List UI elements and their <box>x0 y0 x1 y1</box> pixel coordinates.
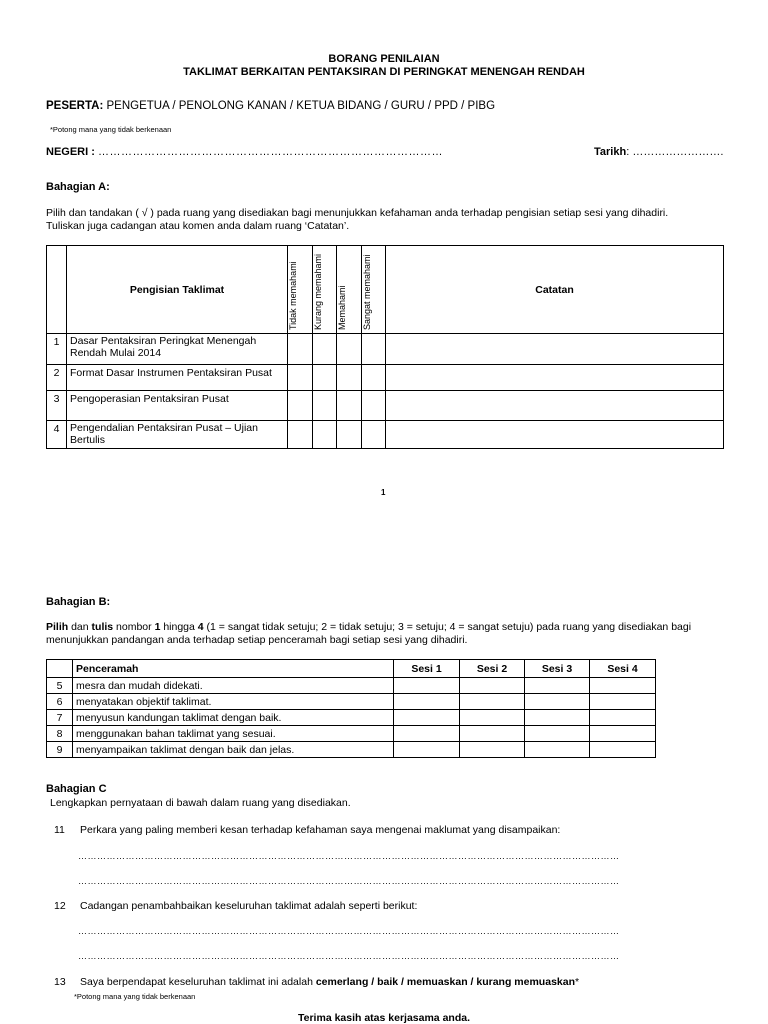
form-subtitle: TAKLIMAT BERKAITAN PENTAKSIRAN DI PERINGKAT MENENGAH RENDAH <box>183 66 585 78</box>
score-cell[interactable] <box>590 694 656 710</box>
score-cell[interactable] <box>394 694 460 710</box>
score-cell[interactable] <box>460 678 525 694</box>
question-11-text: Perkara yang paling memberi kesan terhadap kefahaman saya mengenai maklumat yang disampaikan: <box>80 824 561 836</box>
row-text: menyampaikan taklimat dengan baik dan jelas. <box>73 742 394 758</box>
tarikh-label: Tarikh <box>594 146 627 158</box>
catatan-cell[interactable] <box>386 421 724 449</box>
question-11-number: 11 <box>54 824 65 836</box>
checkbox-cell[interactable] <box>288 365 313 391</box>
answer-line-11b[interactable]: ……………………………………………………………………………………………………………………………………………………… <box>78 876 620 886</box>
header-memahami-cell <box>337 246 362 334</box>
peserta-note: *Potong mana yang tidak berkenaan <box>50 125 172 134</box>
q13-separator: / <box>398 976 407 988</box>
row-number: 1 <box>47 334 67 365</box>
header-sesi-3: Sesi 3 <box>525 660 590 678</box>
row-number: 3 <box>47 391 67 421</box>
header-catatan: Catatan <box>386 246 724 334</box>
table-row <box>47 710 656 726</box>
q13-asterisk: * <box>575 976 580 988</box>
table-row <box>47 365 724 391</box>
score-cell[interactable] <box>525 678 590 694</box>
score-cell[interactable] <box>525 726 590 742</box>
row-text: Pengendalian Pentaksiran Pusat – Ujian Bertulis <box>67 421 288 449</box>
table-row <box>47 678 656 694</box>
score-cell[interactable] <box>525 742 590 758</box>
negeri-line <box>46 146 443 158</box>
checkbox-cell[interactable] <box>362 334 386 365</box>
score-cell[interactable] <box>590 742 656 758</box>
score-cell[interactable] <box>590 678 656 694</box>
checkbox-cell[interactable] <box>362 421 386 449</box>
option-baik[interactable]: baik <box>377 976 399 988</box>
header-sangat-cell <box>362 246 386 334</box>
header-sesi-1: Sesi 1 <box>394 660 460 678</box>
header-memahami: Memahami <box>337 284 347 330</box>
section-b-heading: Bahagian B: <box>46 596 111 608</box>
row-number: 5 <box>47 678 73 694</box>
table-b-no-header <box>47 660 73 678</box>
section-c-heading: Bahagian C <box>46 783 107 795</box>
question-12-number: 12 <box>54 900 66 912</box>
instr-rest: (1 = sangat tidak setuju; 2 = tidak setuju; 3 = setuju; 4 = sangat setuju) pada ruang yang disediakan bagi <box>203 621 692 633</box>
table-b-header <box>47 660 656 678</box>
instr-hingga: hingga <box>160 621 198 633</box>
header-sangat: Sangat memahami <box>362 253 372 330</box>
score-cell[interactable] <box>394 726 460 742</box>
row-number: 7 <box>47 710 73 726</box>
table-row <box>47 694 656 710</box>
score-cell[interactable] <box>394 678 460 694</box>
option-cemerlang[interactable]: cemerlang <box>315 976 369 988</box>
q13-separator: / <box>368 976 378 988</box>
header-pengisian: Pengisian Taklimat <box>67 246 288 334</box>
checkbox-cell[interactable] <box>337 391 362 421</box>
catatan-cell[interactable] <box>386 334 724 365</box>
checkbox-cell[interactable] <box>313 334 337 365</box>
row-text: menyusun kandungan taklimat dengan baik. <box>73 710 394 726</box>
peserta-line <box>46 100 495 112</box>
q13-separator: / <box>467 976 477 988</box>
header-tidak-cell <box>288 246 313 334</box>
negeri-field[interactable]: ……………………………………………………………………………… <box>97 146 443 158</box>
checkbox-cell[interactable] <box>362 391 386 421</box>
option-kurang-memuaskan[interactable]: kurang memuaskan <box>476 976 575 988</box>
option-memuaskan[interactable]: memuaskan <box>406 976 468 988</box>
peserta-options: PENGETUA / PENOLONG KANAN / KETUA BIDANG / GURU / PPD / PIBG <box>106 100 496 112</box>
score-cell[interactable] <box>460 694 525 710</box>
table-a-no-header <box>47 246 67 334</box>
score-cell[interactable] <box>460 742 525 758</box>
score-cell[interactable] <box>525 710 590 726</box>
checkbox-cell[interactable] <box>288 421 313 449</box>
answer-line-11a[interactable]: ……………………………………………………………………………………………………………………………………………………… <box>78 851 620 861</box>
instr-tulis: tulis <box>91 621 114 633</box>
header-kurang-cell <box>313 246 337 334</box>
row-text: menggunakan bahan taklimat yang sesuai. <box>73 726 394 742</box>
checkbox-cell[interactable] <box>337 334 362 365</box>
row-number: 4 <box>47 421 67 449</box>
row-number: 8 <box>47 726 73 742</box>
checkbox-cell[interactable] <box>337 421 362 449</box>
checkbox-cell[interactable] <box>288 334 313 365</box>
section-c-note: *Potong mana yang tidak berkenaan <box>74 992 196 1001</box>
form-title: BORANG PENILAIAN <box>328 53 440 65</box>
instr-dan: dan <box>68 621 92 633</box>
instr-pilih: Pilih <box>46 621 69 633</box>
section-b-instruction-2: menunjukkan pandangan anda terhadap setiap penceramah bagi setiap sesi yang dihadiri. <box>46 634 468 646</box>
question-12-text: Cadangan penambahbaikan keseluruhan taklimat adalah seperti berikut: <box>80 900 418 912</box>
section-a-heading: Bahagian A: <box>46 181 110 193</box>
instr-nombor: nombor <box>113 621 155 633</box>
catatan-cell[interactable] <box>386 391 724 421</box>
score-cell[interactable] <box>525 694 590 710</box>
table-row <box>47 391 724 421</box>
header-sesi-2: Sesi 2 <box>460 660 525 678</box>
score-cell[interactable] <box>460 726 525 742</box>
score-cell[interactable] <box>590 710 656 726</box>
checkbox-cell[interactable] <box>362 365 386 391</box>
row-text: mesra dan mudah didekati. <box>73 678 394 694</box>
row-text: Dasar Pentaksiran Peringkat Menengah Rendah Mulai 2014 <box>67 334 288 365</box>
header-tidak: Tidak memahami <box>288 260 298 330</box>
table-row <box>47 726 656 742</box>
row-text: menyatakan objektif taklimat. <box>73 694 394 710</box>
checkbox-cell[interactable] <box>313 391 337 421</box>
table-b <box>46 659 656 758</box>
table-row <box>47 742 656 758</box>
row-number: 6 <box>47 694 73 710</box>
row-number: 2 <box>47 365 67 391</box>
section-a-instruction-2: Tuliskan juga cadangan atau komen anda dalam ruang ‘Catatan’. <box>46 220 350 232</box>
checkbox-cell[interactable] <box>313 421 337 449</box>
checkbox-cell[interactable] <box>288 391 313 421</box>
page-number: 1 <box>381 488 386 497</box>
header-kurang: Kurang memahami <box>313 253 323 330</box>
score-cell[interactable] <box>394 742 460 758</box>
row-text: Pengoperasian Pentaksiran Pusat <box>67 391 288 421</box>
section-b-instruction-1 <box>46 621 726 633</box>
answer-line-12a[interactable]: ……………………………………………………………………………………………………………………………………………………… <box>78 926 620 936</box>
checkbox-cell[interactable] <box>313 365 337 391</box>
table-row <box>47 421 724 449</box>
peserta-label: PESERTA: <box>46 100 104 112</box>
header-sesi-4: Sesi 4 <box>590 660 656 678</box>
tarikh-line <box>594 146 723 158</box>
catatan-cell[interactable] <box>386 365 724 391</box>
score-cell[interactable] <box>460 710 525 726</box>
row-text: Format Dasar Instrumen Pentaksiran Pusat <box>67 365 288 391</box>
header-penceramah: Penceramah <box>73 660 394 678</box>
thank-you-text: Terima kasih atas kerjasama anda. <box>298 1012 470 1024</box>
score-cell[interactable] <box>394 710 460 726</box>
instr-1: 1 <box>154 621 161 633</box>
tarikh-field[interactable]: : ……………………. <box>626 146 724 158</box>
table-row <box>47 334 724 365</box>
question-13-number: 13 <box>54 976 66 988</box>
q13-prefix: Saya berpendapat keseluruhan taklimat ini adalah <box>80 976 316 988</box>
section-a-instruction-1: Pilih dan tandakan ( √ ) pada ruang yang disediakan bagi menunjukkan kefahaman anda terhadap pengisian setiap sesi yang dihadiri. <box>46 207 669 219</box>
table-a-header <box>47 246 724 334</box>
score-cell[interactable] <box>590 726 656 742</box>
instr-4: 4 <box>197 621 204 633</box>
table-a <box>46 245 724 449</box>
question-13-text <box>80 976 579 988</box>
checkbox-cell[interactable] <box>337 365 362 391</box>
row-number: 9 <box>47 742 73 758</box>
section-c-instruction: Lengkapkan pernyataan di bawah dalam ruang yang disediakan. <box>50 797 351 809</box>
answer-line-12b[interactable]: ……………………………………………………………………………………………………………………………………………………… <box>78 951 620 961</box>
negeri-label: NEGERI : <box>46 146 95 158</box>
